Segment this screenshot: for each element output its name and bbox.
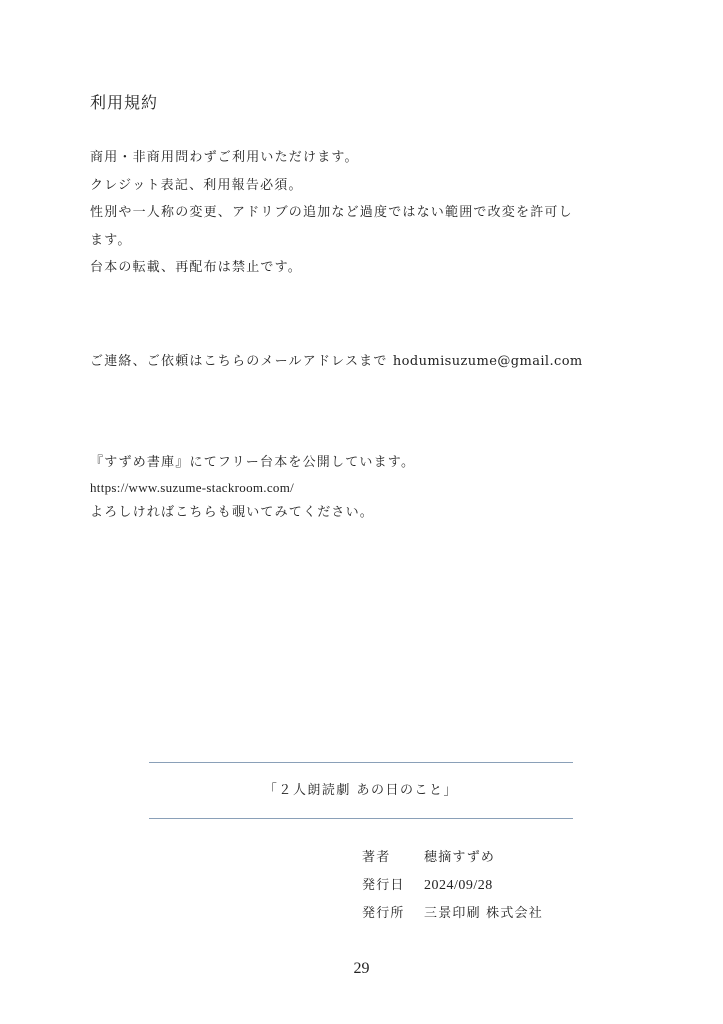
contact-text: ご連絡、ご依頼はこちらのメールアドレスまで [90,354,388,369]
colophon [362,848,543,932]
publisher-label: 発行所 [362,906,405,921]
contact-line [90,350,583,369]
terms-heading: 利用規約 [90,93,159,112]
promo-line: よろしければこちらも覗いてみてください。 [90,505,375,520]
colophon-author-row [362,848,543,876]
page-number: 29 [353,960,370,977]
promo-url: https://www.suzume-stackroom.com/ [90,480,295,495]
promo-line: 『すずめ書庫』にてフリー台本を公開しています。 [90,455,416,470]
title-rule-bottom [149,818,573,819]
contact-email: hodumisuzume@gmail.com [392,354,583,369]
terms-list [90,144,650,282]
colophon-publisher-row [362,904,543,932]
terms-line: ます。 [90,232,132,248]
author-name: 穂摘すずめ [424,850,496,865]
publisher-name: 三景印刷 株式会社 [424,906,543,921]
terms-line: 商用・非商用問わずご利用いただけます。 [90,150,359,165]
terms-line: クレジット表記、利用報告必須。 [90,177,303,193]
colophon-date-row [362,876,543,904]
terms-line: 性別や一人称の変更、アドリブの追加など過度ではない範囲で改変を許可し [90,205,573,220]
author-label: 著者 [362,850,391,865]
book-title: 「２人朗読劇 あの日のこと」 [263,783,459,798]
terms-line: 台本の転載、再配布は禁止です。 [90,260,302,275]
publish-date: 2024/09/28 [424,878,493,893]
date-label: 発行日 [362,878,405,893]
promo-block [90,450,650,525]
title-rule-top [149,762,573,763]
